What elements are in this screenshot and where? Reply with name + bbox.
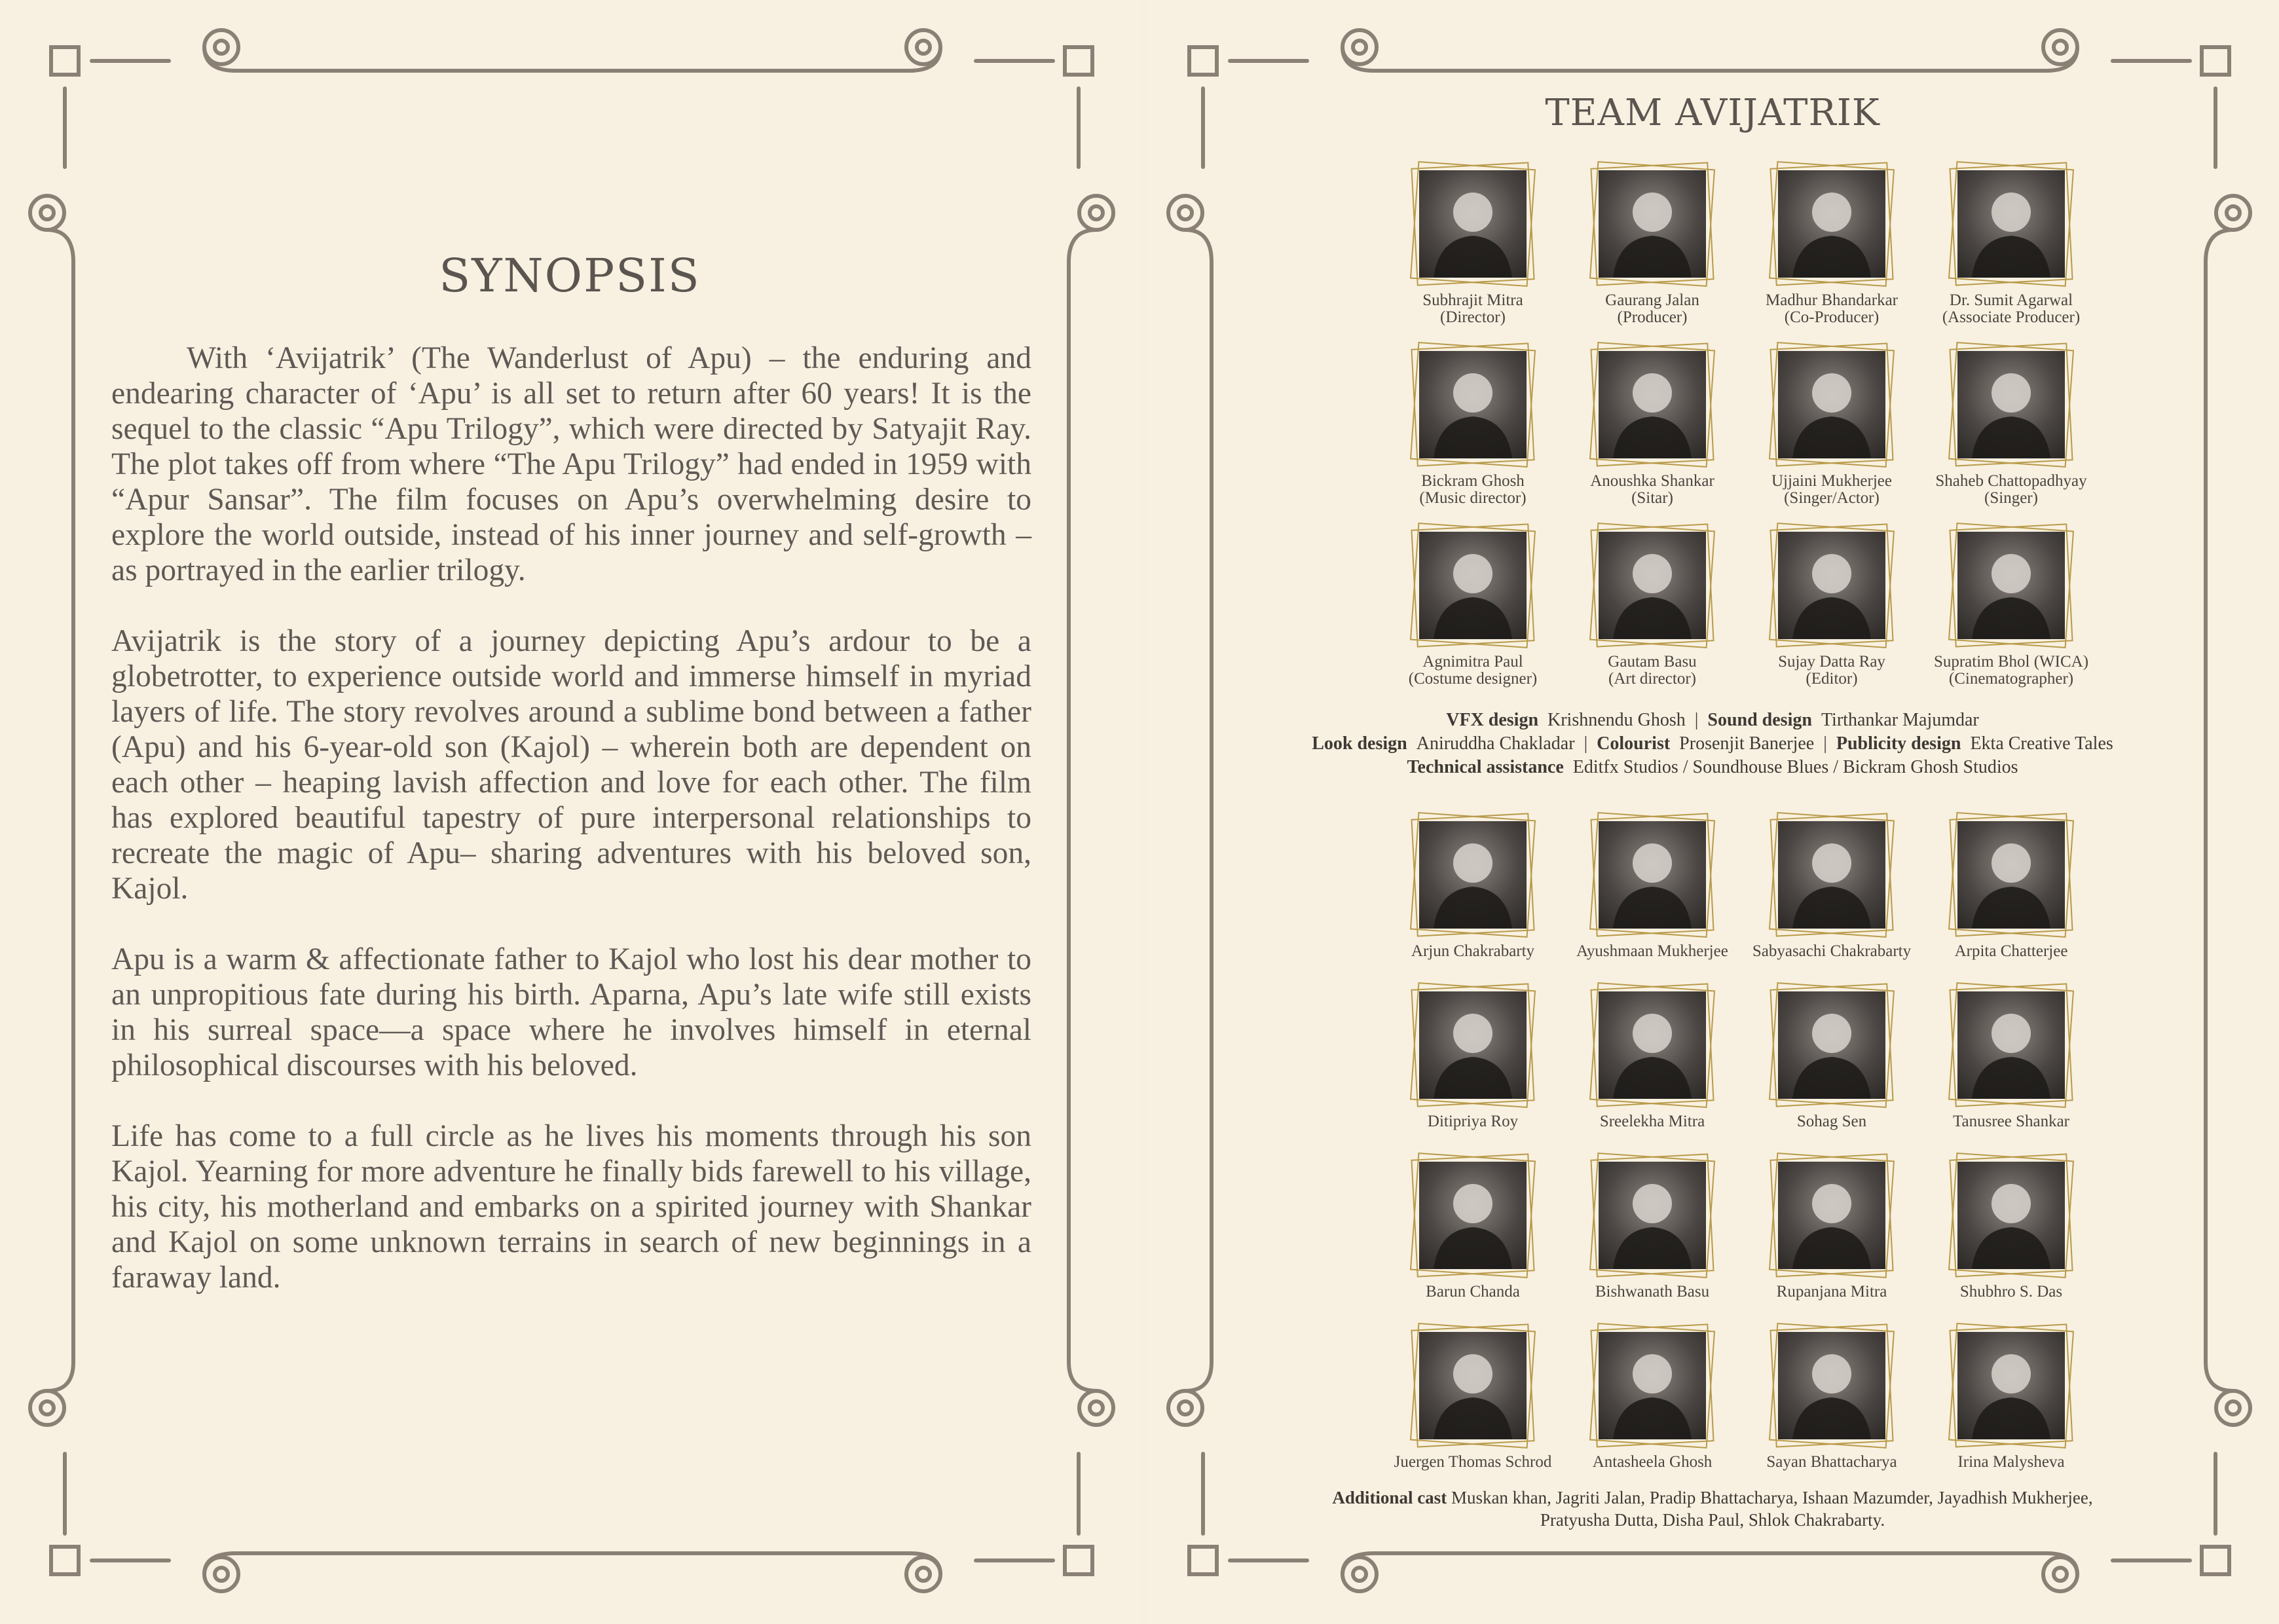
person-portrait-icon: [1599, 1332, 1706, 1439]
portrait-frame: [1773, 816, 1891, 934]
cast-name: Arjun Chakrabarty: [1411, 942, 1535, 960]
portrait-frame: [1773, 1327, 1891, 1445]
person-portrait-icon: [1419, 821, 1527, 929]
technical-credits: [1146, 709, 2279, 779]
person-portrait-icon: [1419, 351, 1527, 458]
crew-card: [1742, 523, 1921, 703]
crew-role: (Cinematographer): [1948, 670, 2074, 688]
crew-role: (Co-Producer): [1784, 308, 1880, 326]
cast-name: Ditipriya Roy: [1427, 1113, 1519, 1130]
cast-name: Shubhro S. Das: [1959, 1283, 2063, 1301]
person-portrait-icon: [1778, 351, 1885, 458]
person-portrait-icon: [1599, 170, 1706, 278]
crew-role: (Singer/Actor): [1784, 489, 1880, 507]
crew-card: [1921, 342, 2101, 523]
cast-name: Barun Chanda: [1426, 1283, 1520, 1301]
crew-role: (Art director): [1608, 670, 1696, 688]
cast-name: Juergen Thomas Schrod: [1394, 1453, 1552, 1471]
cast-grid: [1383, 812, 2101, 1493]
person-portrait-icon: [1599, 532, 1706, 639]
crew-card: [1742, 342, 1921, 523]
crew-card: [1383, 342, 1563, 523]
person-portrait-icon: [1419, 170, 1527, 278]
cast-card: [1563, 1153, 1742, 1323]
person-portrait-icon: [1599, 821, 1706, 929]
right-page-team: [1146, 0, 2279, 1624]
cast-card: [1921, 812, 2101, 982]
cast-card: [1742, 812, 1921, 982]
publicity-label: Publicity design: [1836, 733, 1961, 754]
cast-name: Sohag Sen: [1796, 1113, 1867, 1130]
portrait-frame: [1593, 986, 1711, 1104]
portrait-frame: [1414, 1327, 1532, 1445]
cast-card: [1563, 1323, 1742, 1493]
crew-card: [1563, 523, 1742, 703]
portrait-frame: [1773, 986, 1891, 1104]
person-portrait-icon: [1957, 532, 2065, 639]
person-portrait-icon: [1778, 1162, 1885, 1269]
crew-card: [1921, 161, 2101, 342]
crew-role: (Associate Producer): [1942, 308, 2081, 326]
portrait-frame: [1414, 526, 1532, 644]
portrait-frame: [1593, 1156, 1711, 1274]
crew-role: (Costume designer): [1408, 670, 1538, 688]
cast-name: Rupanjana Mitra: [1776, 1283, 1887, 1301]
portrait-frame: [1593, 526, 1711, 644]
crew-name: Ujjaini Mukherjee: [1771, 472, 1892, 490]
sound-label: Sound design: [1707, 710, 1812, 730]
person-portrait-icon: [1957, 351, 2065, 458]
crew-grid: [1383, 161, 2101, 703]
person-portrait-icon: [1419, 532, 1527, 639]
cast-name: Tanusree Shankar: [1952, 1113, 2070, 1130]
separator: |: [1694, 710, 1699, 730]
cast-name: Sreelekha Mitra: [1599, 1113, 1705, 1130]
crew-name: Gaurang Jalan: [1605, 291, 1699, 309]
portrait-frame: [1952, 1156, 2070, 1274]
person-portrait-icon: [1599, 351, 1706, 458]
portrait-frame: [1414, 165, 1532, 283]
cast-card: [1921, 1153, 2101, 1323]
person-portrait-icon: [1778, 170, 1885, 278]
person-portrait-icon: [1599, 991, 1706, 1099]
crew-role: (Music director): [1419, 489, 1527, 507]
publicity-value: Ekta Creative Tales: [1970, 733, 2113, 754]
look-value: Aniruddha Chakladar: [1416, 733, 1575, 754]
look-label: Look design: [1312, 733, 1407, 754]
crew-role: (Director): [1440, 308, 1506, 326]
synopsis-title: SYNOPSIS: [439, 249, 701, 303]
crew-name: Shaheb Chattopadhyay: [1935, 472, 2087, 490]
portrait-frame: [1773, 165, 1891, 283]
cast-name: Ayushmaan Mukherjee: [1576, 942, 1728, 960]
person-portrait-icon: [1957, 170, 2065, 278]
cast-card: [1921, 982, 2101, 1153]
crew-card: [1563, 342, 1742, 523]
additional-cast-line-2: Pratyusha Dutta, Disha Paul, Shlok Chakrabarty.: [1540, 1510, 1885, 1530]
synopsis-body: [111, 341, 1031, 1331]
crew-name: Subhrajit Mitra: [1422, 291, 1523, 309]
portrait-frame: [1593, 816, 1711, 934]
cast-name: Sabyasachi Chakrabarty: [1752, 942, 1912, 960]
portrait-frame: [1952, 346, 2070, 464]
synopsis-paragraph: With ‘Avijatrik’ (The Wanderlust of Apu) – the enduring and endearing character of ‘Apu’ is all set to return after 60 years! It is the sequel to the classic “Apu Trilogy”, which were directed by Satyajit Ray. The plot takes off from where “The Apu Trilogy” had ended in 1959 with “Apur Sansar”. The film focuses on Apu’s overwhelming desire to explore the world outside, instead of his inner journey and self-growth – as portrayed in the earlier trilogy.: [111, 341, 1031, 587]
portrait-frame: [1952, 986, 2070, 1104]
cast-card: [1563, 982, 1742, 1153]
crew-role: (Sitar): [1631, 489, 1673, 507]
portrait-frame: [1593, 165, 1711, 283]
separator: |: [1823, 733, 1827, 754]
cast-card: [1742, 1323, 1921, 1493]
vfx-label: VFX design: [1446, 710, 1539, 730]
crew-card: [1742, 161, 1921, 342]
crew-name: Agnimitra Paul: [1422, 653, 1523, 671]
crew-name: Supratim Bhol (WICA): [1933, 653, 2089, 671]
colourist-value: Prosenjit Banerjee: [1679, 733, 1815, 754]
person-portrait-icon: [1957, 1162, 2065, 1269]
additional-cast-label: Additional cast: [1332, 1488, 1447, 1507]
portrait-frame: [1773, 346, 1891, 464]
cast-card: [1383, 982, 1563, 1153]
cast-name: Arpita Chatterjee: [1954, 942, 2068, 960]
person-portrait-icon: [1419, 1162, 1527, 1269]
crew-card: [1921, 523, 2101, 703]
cast-card: [1921, 1323, 2101, 1493]
tech-label: Technical assistance: [1407, 757, 1564, 777]
credits-line-2: [1146, 732, 2279, 756]
portrait-frame: [1952, 1327, 2070, 1445]
crew-role: (Singer): [1984, 489, 2038, 507]
synopsis-paragraph: Apu is a warm & affectionate father to Kajol who lost his dear mother to an unpropitious fate during his birth. Aparna, Apu’s late wife still exists in his surreal space—a space where he involves himself in eternal philosophical discourses with his beloved.: [111, 942, 1031, 1082]
crew-role: (Editor): [1806, 670, 1858, 688]
portrait-frame: [1414, 346, 1532, 464]
portrait-frame: [1414, 986, 1532, 1104]
tech-value: Editfx Studios / Soundhouse Blues / Bickram Ghosh Studios: [1572, 757, 2018, 777]
person-portrait-icon: [1778, 1332, 1885, 1439]
crew-name: Sujay Datta Ray: [1778, 653, 1885, 671]
cast-card: [1383, 812, 1563, 982]
portrait-frame: [1952, 165, 2070, 283]
person-portrait-icon: [1957, 991, 2065, 1099]
portrait-frame: [1773, 1156, 1891, 1274]
cast-card: [1563, 812, 1742, 982]
cast-name: Sayan Bhattacharya: [1766, 1453, 1897, 1471]
person-portrait-icon: [1778, 532, 1885, 639]
cast-name: Irina Malysheva: [1957, 1453, 2065, 1471]
crew-card: [1383, 161, 1563, 342]
crew-name: Madhur Bhandarkar: [1765, 291, 1898, 309]
crew-name: Bickram Ghosh: [1421, 472, 1525, 490]
portrait-frame: [1593, 1327, 1711, 1445]
person-portrait-icon: [1957, 821, 2065, 929]
crew-name: Dr. Sumit Agarwal: [1949, 291, 2073, 309]
crew-name: Gautam Basu: [1608, 653, 1697, 671]
additional-cast: [1146, 1486, 2279, 1531]
sound-value: Tirthankar Majumdar: [1821, 710, 1979, 730]
person-portrait-icon: [1419, 1332, 1527, 1439]
portrait-frame: [1952, 816, 2070, 934]
crew-card: [1563, 161, 1742, 342]
team-title: TEAM AVIJATRIK: [1545, 92, 1880, 134]
person-portrait-icon: [1599, 1162, 1706, 1269]
additional-cast-line-1: Muskan khan, Jagriti Jalan, Pradip Bhattacharya, Ishaan Mazumder, Jayadhish Mukherjee,: [1451, 1488, 2093, 1507]
portrait-frame: [1952, 526, 2070, 644]
portrait-frame: [1773, 526, 1891, 644]
crew-name: Anoushka Shankar: [1590, 472, 1714, 490]
person-portrait-icon: [1778, 991, 1885, 1099]
synopsis-paragraph: Life has come to a full circle as he lives his moments through his son Kajol. Yearning for more adventure he finally bids farewell to his village, his city, his motherland and embarks on a spirited journey with Shankar and Kajol on some unknown terrains in search of new beginnings in a faraway land.: [111, 1119, 1031, 1295]
crew-role: (Producer): [1617, 308, 1688, 326]
crew-card: [1383, 523, 1563, 703]
person-portrait-icon: [1957, 1332, 2065, 1439]
portrait-frame: [1414, 816, 1532, 934]
credits-line-3: [1146, 756, 2279, 779]
cast-name: Antasheela Ghosh: [1592, 1453, 1713, 1471]
cast-card: [1383, 1153, 1563, 1323]
portrait-frame: [1593, 346, 1711, 464]
cast-name: Bishwanath Basu: [1595, 1283, 1710, 1301]
synopsis-paragraph: Avijatrik is the story of a journey depicting Apu’s ardour to be a globetrotter, to experience outside world and immerse himself in myriad layers of life. The story revolves around a sublime bond between a father (Apu) and his 6-year-old son (Kajol) – wherein both are dependent on each other – heaping lavish affection and love for each other. The film has explored beautiful tapestry of pure interpersonal relationships to recreate the magic of Apu– sharing adventures with his beloved son, Kajol.: [111, 624, 1031, 906]
vfx-value: Krishnendu Ghosh: [1547, 710, 1686, 730]
person-portrait-icon: [1778, 821, 1885, 929]
separator: |: [1584, 733, 1588, 754]
person-portrait-icon: [1419, 991, 1527, 1099]
credits-line-1: [1146, 709, 2279, 732]
portrait-frame: [1414, 1156, 1532, 1274]
cast-card: [1383, 1323, 1563, 1493]
colourist-label: Colourist: [1597, 733, 1671, 754]
cast-card: [1742, 982, 1921, 1153]
cast-card: [1742, 1153, 1921, 1323]
